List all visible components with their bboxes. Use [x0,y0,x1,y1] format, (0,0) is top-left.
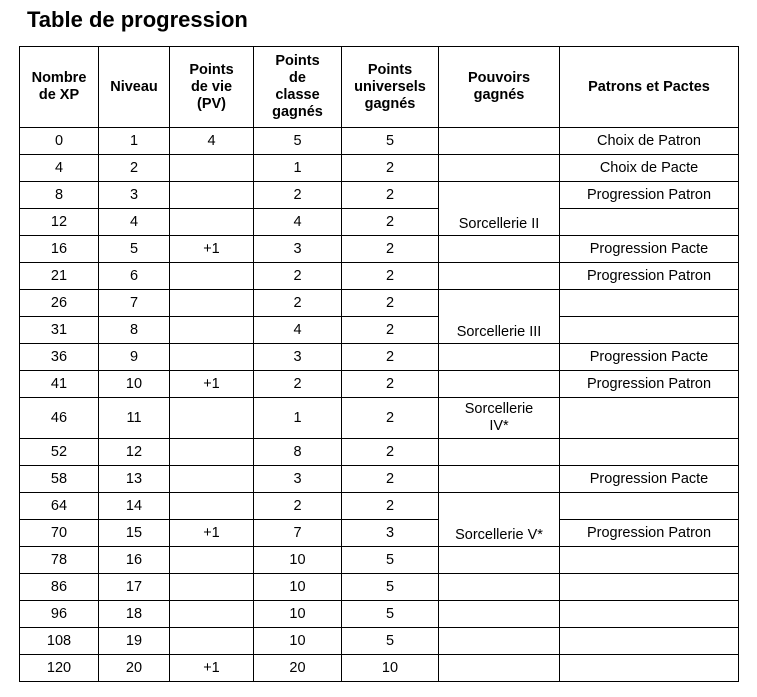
cell-universels: 2 [342,398,439,439]
cell-pv [170,601,254,628]
cell-xp: 21 [20,263,99,290]
cell-niveau: 13 [99,466,170,493]
cell-niveau: 4 [99,209,170,236]
cell-patrons: Progression Pacte [560,236,739,263]
cell-pouvoirs: Sorcellerie II [439,182,560,236]
cell-universels: 2 [342,236,439,263]
cell-classe: 4 [254,317,342,344]
cell-pv [170,317,254,344]
cell-pouvoirs-empty [439,547,560,574]
cell-xp: 0 [20,128,99,155]
header-pouvoirs: Pouvoirs gagnés [439,47,560,128]
cell-xp: 4 [20,155,99,182]
cell-patrons [560,547,739,574]
cell-xp: 78 [20,547,99,574]
cell-patrons: Choix de Patron [560,128,739,155]
cell-universels: 2 [342,344,439,371]
table-row [20,398,739,439]
cell-pv [170,182,254,209]
cell-patrons [560,209,739,236]
cell-patrons [560,493,739,520]
cell-classe: 3 [254,344,342,371]
table-row [20,128,739,155]
header-niveau: Niveau [99,47,170,128]
cell-niveau: 9 [99,344,170,371]
cell-pouvoirs: Sorcellerie IV* [439,398,560,439]
cell-universels: 10 [342,655,439,682]
cell-xp: 8 [20,182,99,209]
cell-xp: 31 [20,317,99,344]
cell-xp: 26 [20,290,99,317]
cell-pv [170,493,254,520]
cell-pv [170,547,254,574]
cell-pouvoirs-empty [439,439,560,466]
header-row [20,47,739,128]
cell-xp: 120 [20,655,99,682]
cell-classe: 10 [254,601,342,628]
cell-niveau: 10 [99,371,170,398]
table-row [20,466,739,493]
header-classe: Points de classe gagnés [254,47,342,128]
cell-universels: 5 [342,128,439,155]
cell-patrons: Progression Patron [560,371,739,398]
cell-pv [170,574,254,601]
cell-universels: 5 [342,574,439,601]
cell-xp: 12 [20,209,99,236]
header-pv: Points de vie (PV) [170,47,254,128]
cell-pv [170,344,254,371]
table-row [20,493,739,520]
cell-classe: 2 [254,263,342,290]
cell-patrons [560,290,739,317]
cell-patrons [560,398,739,439]
cell-pv: +1 [170,371,254,398]
cell-universels: 5 [342,628,439,655]
cell-classe: 3 [254,466,342,493]
cell-pv [170,263,254,290]
cell-pouvoirs-empty [439,371,560,398]
table-row [20,236,739,263]
table-row [20,628,739,655]
table-row [20,263,739,290]
cell-xp: 46 [20,398,99,439]
cell-universels: 2 [342,155,439,182]
cell-classe: 5 [254,128,342,155]
cell-niveau: 7 [99,290,170,317]
cell-universels: 3 [342,520,439,547]
cell-classe: 2 [254,493,342,520]
cell-classe: 7 [254,520,342,547]
cell-universels: 2 [342,493,439,520]
cell-pouvoirs-empty [439,236,560,263]
cell-universels: 5 [342,601,439,628]
cell-pv: +1 [170,655,254,682]
cell-pv [170,209,254,236]
cell-patrons: Progression Pacte [560,466,739,493]
cell-niveau: 20 [99,655,170,682]
cell-universels: 2 [342,263,439,290]
cell-pv [170,290,254,317]
cell-patrons [560,317,739,344]
cell-niveau: 15 [99,520,170,547]
cell-xp: 108 [20,628,99,655]
cell-universels: 2 [342,371,439,398]
cell-pouvoirs: Sorcellerie V* [439,493,560,547]
table-row [20,547,739,574]
cell-pouvoirs-empty [439,601,560,628]
cell-pouvoirs-empty [439,574,560,601]
table-body [20,128,739,682]
cell-pouvoirs-empty [439,344,560,371]
cell-patrons: Choix de Pacte [560,155,739,182]
cell-classe: 10 [254,628,342,655]
cell-pv: +1 [170,520,254,547]
cell-patrons [560,574,739,601]
cell-niveau: 1 [99,128,170,155]
table-row [20,290,739,317]
cell-xp: 36 [20,344,99,371]
cell-classe: 8 [254,439,342,466]
table-row [20,344,739,371]
cell-pouvoirs-empty [439,655,560,682]
cell-pouvoirs-empty [439,155,560,182]
cell-niveau: 5 [99,236,170,263]
cell-pouvoirs-empty [439,628,560,655]
cell-patrons: Progression Patron [560,263,739,290]
cell-classe: 2 [254,290,342,317]
cell-niveau: 19 [99,628,170,655]
cell-universels: 2 [342,182,439,209]
cell-xp: 52 [20,439,99,466]
table-row [20,601,739,628]
cell-universels: 2 [342,317,439,344]
cell-pv [170,439,254,466]
cell-pv [170,155,254,182]
cell-xp: 96 [20,601,99,628]
cell-classe: 2 [254,371,342,398]
cell-patrons [560,628,739,655]
table-row [20,520,739,547]
cell-xp: 16 [20,236,99,263]
table-row [20,209,739,236]
cell-classe: 20 [254,655,342,682]
cell-universels: 2 [342,439,439,466]
cell-niveau: 2 [99,155,170,182]
cell-pv: 4 [170,128,254,155]
cell-classe: 3 [254,236,342,263]
table-row [20,182,739,209]
table-row [20,574,739,601]
cell-patrons [560,439,739,466]
cell-xp: 70 [20,520,99,547]
table-row [20,155,739,182]
table-row [20,439,739,466]
cell-classe: 10 [254,574,342,601]
cell-niveau: 16 [99,547,170,574]
cell-patrons: Progression Pacte [560,344,739,371]
cell-classe: 10 [254,547,342,574]
cell-xp: 64 [20,493,99,520]
header-universels: Points universels gagnés [342,47,439,128]
cell-classe: 1 [254,155,342,182]
cell-classe: 1 [254,398,342,439]
cell-niveau: 12 [99,439,170,466]
cell-xp: 86 [20,574,99,601]
cell-niveau: 17 [99,574,170,601]
cell-universels: 2 [342,209,439,236]
cell-niveau: 3 [99,182,170,209]
table-row [20,655,739,682]
cell-universels: 5 [342,547,439,574]
cell-pouvoirs-empty [439,263,560,290]
cell-universels: 2 [342,466,439,493]
cell-niveau: 11 [99,398,170,439]
cell-patrons: Progression Patron [560,182,739,209]
header-patrons: Patrons et Pactes [560,47,739,128]
cell-patrons: Progression Patron [560,520,739,547]
cell-pouvoirs-empty [439,128,560,155]
cell-xp: 58 [20,466,99,493]
cell-niveau: 14 [99,493,170,520]
cell-classe: 2 [254,182,342,209]
cell-universels: 2 [342,290,439,317]
cell-patrons [560,601,739,628]
cell-classe: 4 [254,209,342,236]
cell-pouvoirs: Sorcellerie III [439,290,560,344]
cell-xp: 41 [20,371,99,398]
cell-pv [170,628,254,655]
cell-pv [170,466,254,493]
cell-pv: +1 [170,236,254,263]
cell-niveau: 6 [99,263,170,290]
cell-pv [170,398,254,439]
cell-niveau: 18 [99,601,170,628]
cell-pouvoirs-empty [439,466,560,493]
header-xp: Nombre de XP [20,47,99,128]
cell-niveau: 8 [99,317,170,344]
progression-table [19,46,739,682]
table-row [20,371,739,398]
table-row [20,317,739,344]
cell-patrons [560,655,739,682]
page-title: Table de progression [27,7,248,32]
